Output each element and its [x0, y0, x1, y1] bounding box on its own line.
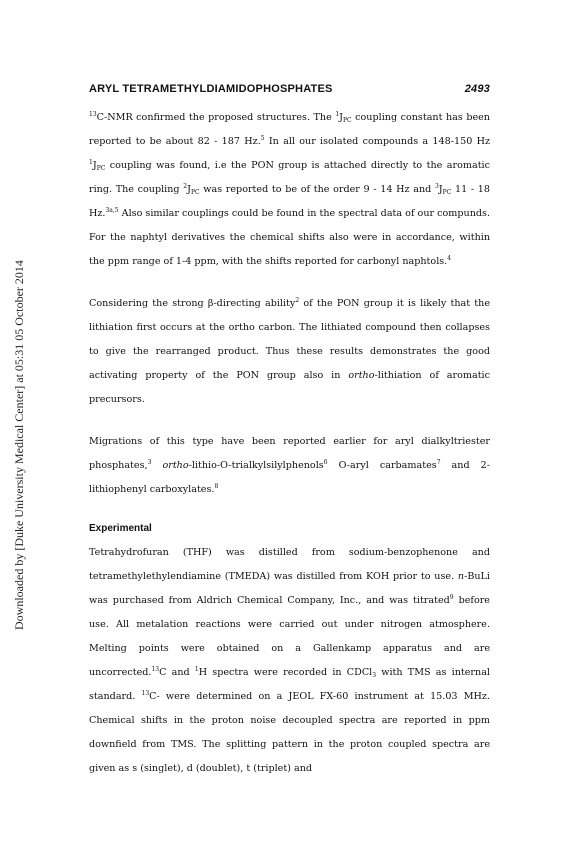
section-heading-experimental: Experimental	[89, 523, 152, 534]
paragraph-nmr: $^{13}$C-NMR confirmed the proposed structures. The $^1J_{PC}$ coupling constant has been reported to be about 82 - 187 Hz.$^5$ In all our isolated compounds a 148-150 Hz $^1J_{PC}$ coupling was found, i.e the PON group is attached directly to the aromatic ring. The coupling $^2J_{PC}$ was reported to be of the order 9 - 14 Hz and $^3J_{PC}$ 11 - 18 Hz.$^{3a,5}$ Also similar couplings could be found in the spectral data of our compunds. For the naphtyl derivatives the chemical shifts also were in accordance, within the ppm range of 1-4 ppm, with the shifts reported for carbonyl naphtols.$^4$	[89, 111, 490, 267]
running-header	[89, 83, 490, 95]
page-number: 2493	[464, 83, 490, 95]
paragraph-migrations: Migrations of this type have been reported earlier for aryl dialkyltriester phosphates,$^3$ ortho-lithio-O-trialkylsilylphenols$^6$ O-aryl carbamates$^7$ and 2-lithiophenyl carboxylates.$^8$	[89, 436, 490, 495]
download-watermark	[0, 0, 26, 864]
paragraph-experimental: Tetrahydrofuran (THF) was distilled from sodium-benzophenone and tetramethylethylendiamine (TMEDA) was distilled from KOH prior to use. n-BuLi was purchased from Aldrich Chemical Company, Inc., and was titrated$^9$ before use. All metalation reactions were carried out under nitrogen atmosphere. Melting points were obtained on a Gallenkamp apparatus and are uncorrected.$^{13}$C and $^1$H spectra were recorded in CDCl$_3$ with TMS as internal standard. $^{13}$C- were determined on a JEOL FX-60 instrument at 15.03 MHz. Chemical shifts in the proton noise decoupled spectra are reported in ppm downfield from TMS. The splitting pattern in the proton coupled spectra are given as s (singlet), d (doublet), t (triplet) and	[89, 547, 490, 774]
paragraph-lithiation: Considering the strong β-directing ability$^2$ of the PON group it is likely that the lithiation first occurs at the ortho carbon. The lithiated compound then collapses to give the rearranged product. Thus these results demonstrates the good activating property of the PON group also in ortho-lithiation of aromatic precursors.	[89, 297, 490, 405]
superscript: 13	[89, 111, 97, 118]
article-body	[89, 106, 490, 781]
download-note: Downloaded by [Duke University Medical Center] at 05:31 05 October 2014	[12, 260, 26, 630]
header-title: ARYL TETRAMETHYLDIAMIDOPHOSPHATES	[89, 83, 333, 95]
